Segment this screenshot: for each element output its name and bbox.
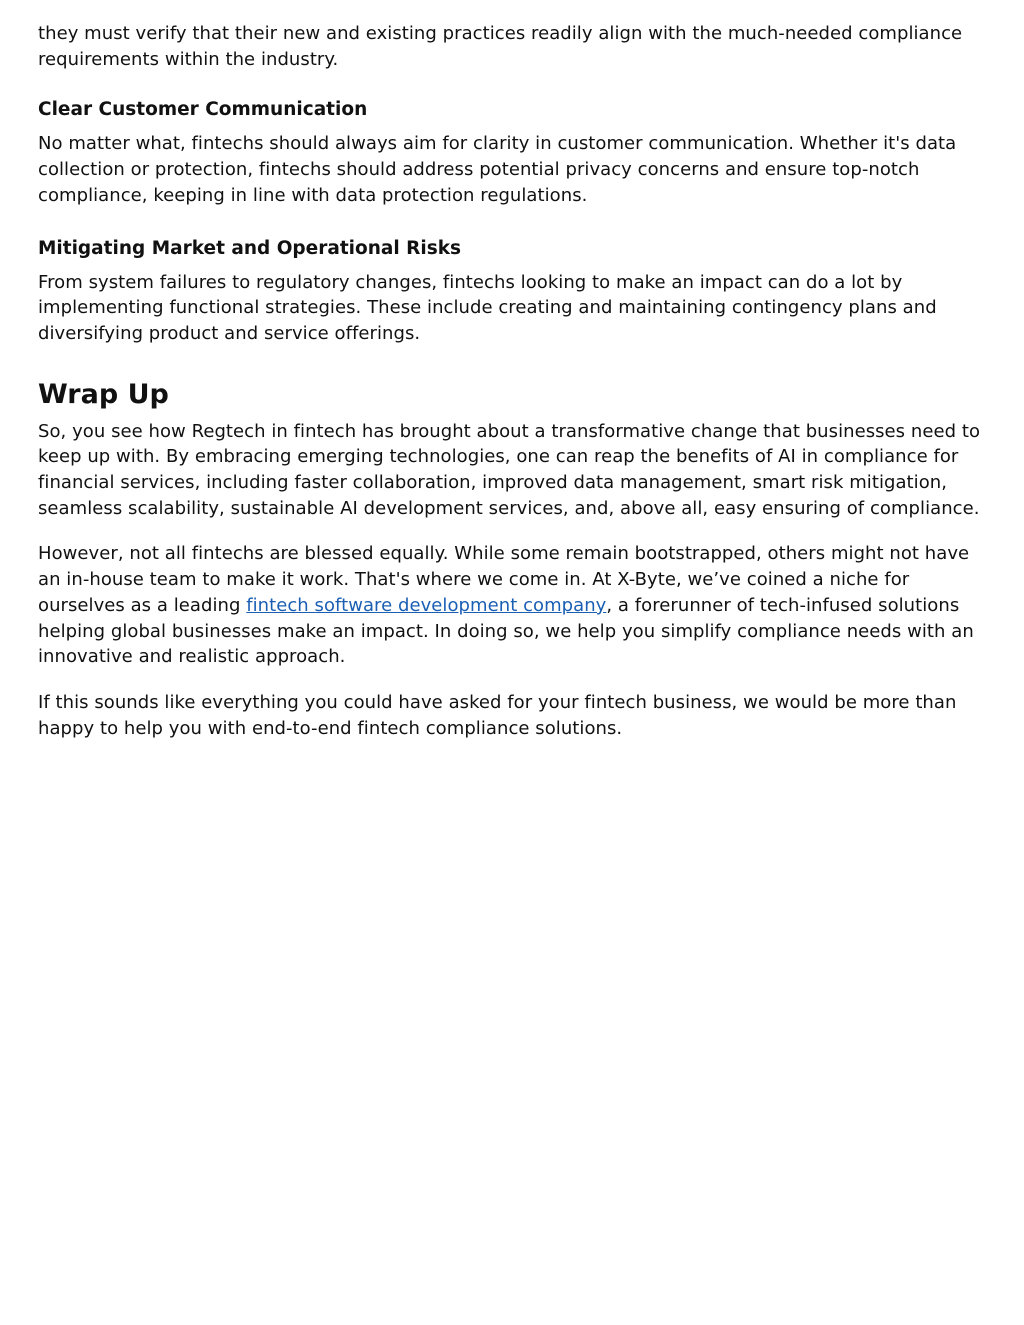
paragraph-wrap-up-1: So, you see how Regtech in fintech has brought about a transformative change that businesses need to keep up with. By embracing emerging technologies, one can reap the benefits of AI in compliance for financial services, including faster collaboration, improved data management, smart risk mitigation, seamless scalability, sustainable AI development services, and, above all, easy ensuring of compliance. (38, 420, 981, 519)
paragraph-wrap-up-2 (38, 541, 996, 670)
fintech-software-development-company-link[interactable]: fintech software development company (246, 594, 607, 616)
paragraph-wrap-up-3: If this sounds like everything you could have asked for your fintech business, we would be more than happy to help you with end-to-end fintech compliance solutions. (38, 691, 957, 739)
heading-mitigating-risks: Mitigating Market and Operational Risks (38, 237, 462, 259)
paragraph-wrap-up-2-text-before: However, not all fintechs are blessed equally. While some remain bootstrapped, others might not have an in-house team to make it work. That's where we come in. At X-Byte, we’ve coined a niche for ourselves as a leading (38, 543, 970, 616)
heading-wrap-up: Wrap Up (38, 378, 169, 410)
heading-clear-customer-communication: Clear Customer Communication (38, 99, 368, 121)
intro-paragraph: they must verify that their new and existing practices readily align with the much-needed compliance requirements within the industry. (38, 23, 963, 70)
paragraph-clear-customer-communication: No matter what, fintechs should always aim for clarity in customer communication. Whether it's data collection or protection, fintechs should address potential privacy concerns and ensure top-notch compliance, keeping in line with data protection regulations. (38, 133, 957, 206)
paragraph-wrap-up-2-text-after: , a forerunner of tech-infused solutions helping global businesses make an impact. In doing so, we help you simplify compliance needs with an innovative and realistic approach. (38, 594, 974, 668)
paragraph-mitigating-risks: From system failures to regulatory changes, fintechs looking to make an impact can do a lot by implementing functional strategies. These include creating and maintaining contingency plans and diversifying product and service offerings. (38, 271, 937, 344)
